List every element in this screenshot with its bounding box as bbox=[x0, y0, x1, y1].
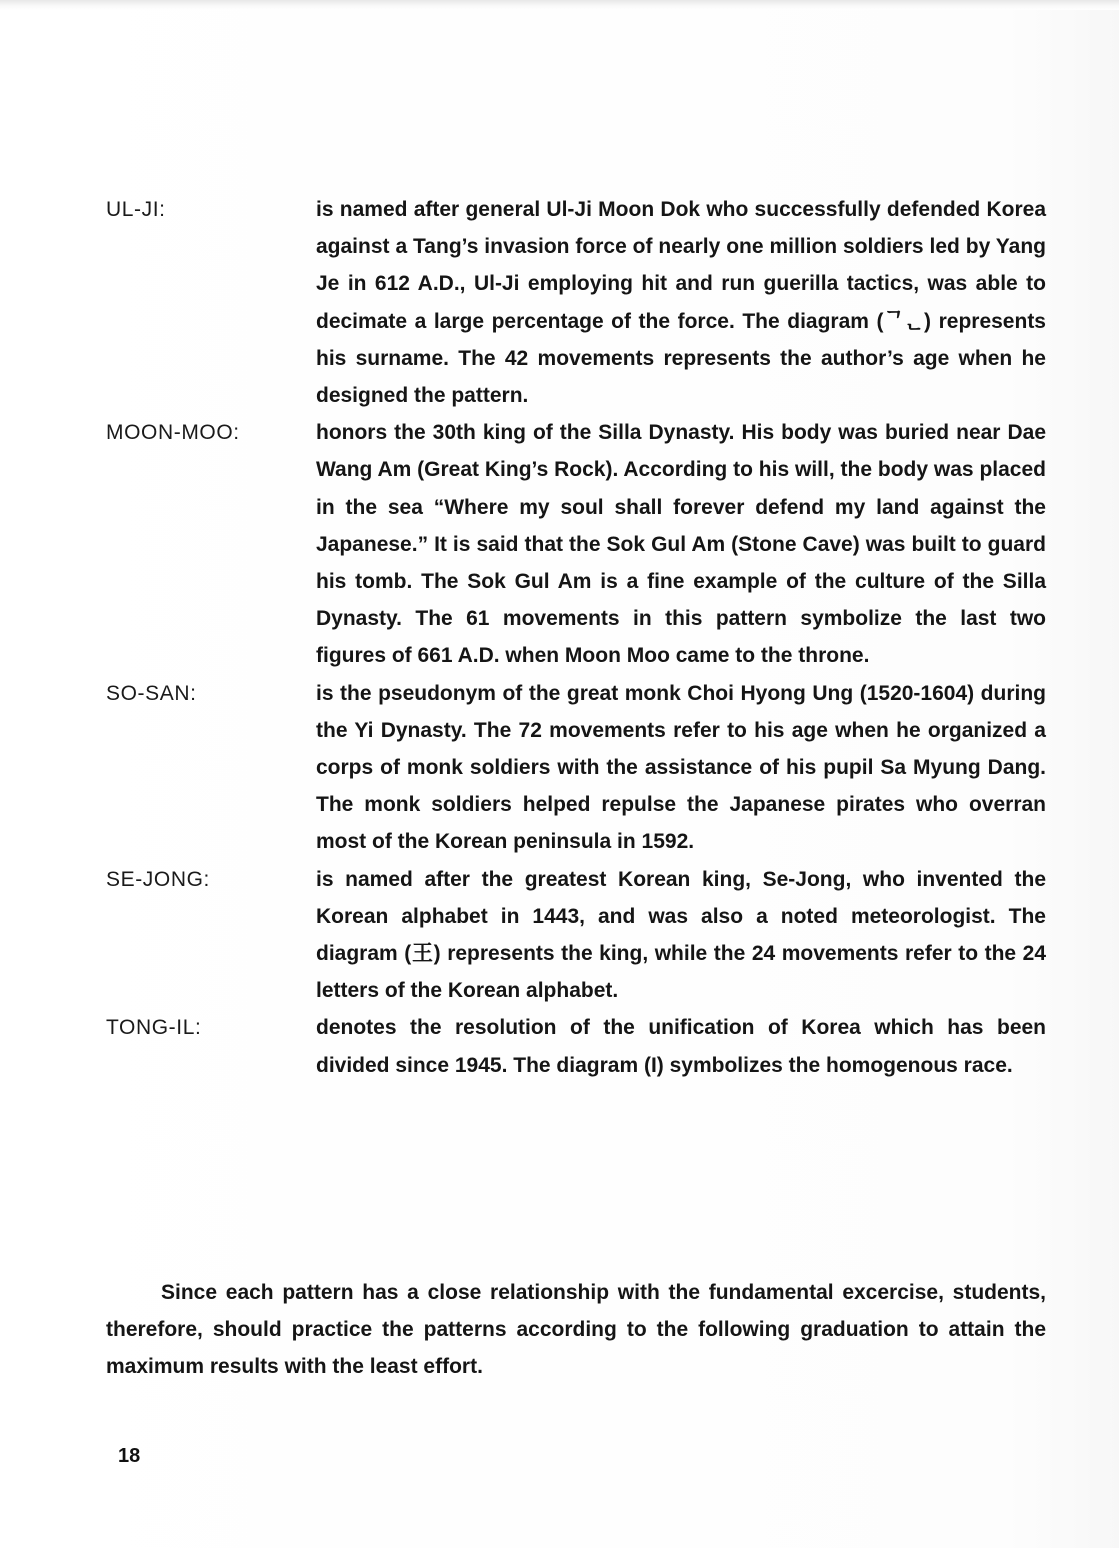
definition-entry-se-jong bbox=[106, 861, 1046, 1010]
definition-ul-ji: is named after general Ul-Ji Moon Dok who successfully defended Korea against a Tang’s invasion force of nearly one million soldiers led by Yang Je in 612 A.D., Ul-Ji employing hit and run guerilla tactics, was able to decimate a large percentage of the force. The diagram (ᄀᆫ) represents his surname. The 42 movements represents the author’s age when he designed the pattern. bbox=[316, 198, 1046, 408]
definition-so-san: is the pseudonym of the great monk Choi Hyong Ung (1520-1604) during the Yi Dynasty. The 72 movements refer to his age when he organized a corps of monk soldiers with the assistance of his pupil Sa Myung Dang. The monk soldiers helped repulse the Japanese pirates who overran most of the Korean peninsula in 1592. bbox=[316, 681, 1046, 854]
term-se-jong: SE-JONG: bbox=[106, 867, 210, 891]
page-number: 18 bbox=[118, 1445, 141, 1467]
definition-tong-il: denotes the resolution of the unification of Korea which has been divided since 1945. The diagram (I) symbolizes the homogenous race. bbox=[316, 1016, 1046, 1077]
term-tong-il: TONG-IL: bbox=[106, 1016, 202, 1040]
definition-moon-moo: honors the 30th king of the Silla Dynasty. His body was buried near Dae Wang Am (Great King’s Rock). According to his will, the body was placed in the sea “Where my soul shall forever defend my land against the Japanese.” It is said that the Sok Gul Am (Stone Cave) was built to guard his tomb. The Sok Gul Am is a fine example of the culture of the Silla Dynasty. The 61 movements in this pattern symbolize the last two figures of 661 A.D. when Moon Moo came to the throne. bbox=[316, 421, 1046, 668]
definition-entry-moon-moo bbox=[106, 414, 1046, 674]
closing-paragraph: Since each pattern has a close relationship with the fundamental excercise, students, therefore, should practice the patterns according to the following graduation to attain the maximum results with the least effort. bbox=[106, 1281, 1046, 1379]
term-moon-moo: MOON-MOO: bbox=[106, 421, 240, 445]
definition-se-jong: is named after the greatest Korean king, Se-Jong, who invented the Korean alphabet in 1443, and was also a noted meteorologist. The diagram (王) represents the king, while the 24 movements refer to the 24 letters of the Korean alphabet. bbox=[316, 867, 1046, 1003]
definition-entry-ul-ji bbox=[106, 191, 1046, 414]
term-so-san: SO-SAN: bbox=[106, 681, 197, 705]
page-top-edge bbox=[0, 0, 1119, 10]
definition-entry-so-san bbox=[106, 675, 1046, 861]
pattern-definitions bbox=[106, 191, 1046, 1084]
definition-entry-tong-il bbox=[106, 1009, 1046, 1083]
term-ul-ji: UL-JI: bbox=[106, 198, 166, 221]
